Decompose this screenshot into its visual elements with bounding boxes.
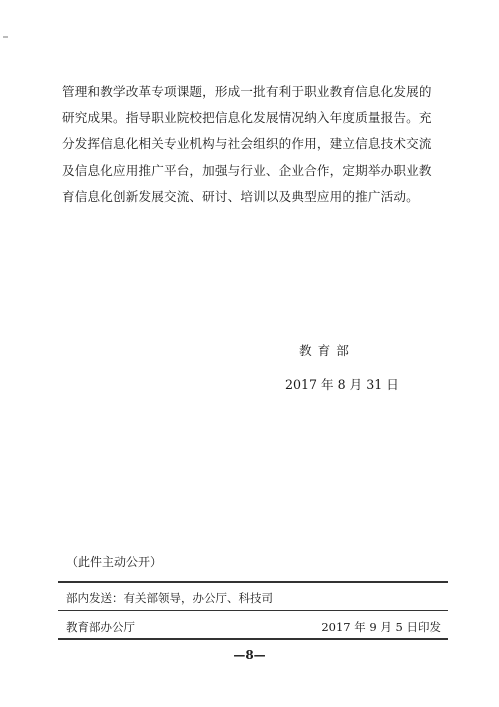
signature-block	[285, 340, 399, 393]
issuing-organization: 教育部	[299, 343, 355, 358]
body-line: 分发挥信息化相关专业机构与社会组织的作用，建立信息技术交流	[62, 136, 432, 152]
footer-middle-rule	[58, 610, 448, 611]
signature-date: 2017 年 8 月 31 日	[285, 377, 399, 392]
body-line: 及信息化应用推广平台，加强与行业、企业合作，定期举办职业教	[62, 162, 432, 178]
body-paragraph	[62, 79, 442, 210]
body-line: 育信息化创新发展交流、研讨、培训以及典型应用的推广活动。	[62, 188, 419, 204]
page-number: —8—	[233, 648, 266, 662]
issuing-office: 教育部办公厅	[66, 620, 135, 634]
footer-top-rule	[58, 581, 448, 583]
print-date: 2017 年 9 月 5 日印发	[321, 620, 441, 634]
public-disclosure-note: （此件主动公开）	[66, 555, 163, 569]
footer-bottom-rule	[58, 638, 448, 640]
body-line: 研究成果。指导职业院校把信息化发展情况纳入年度质量报告。充	[62, 110, 432, 126]
body-line: 管理和教学改革专项课题，形成一批有利于职业教育信息化发展的	[62, 84, 432, 99]
scan-mark	[3, 36, 8, 38]
distribution-list: 部内发送：有关部领导，办公厅、科技司	[66, 591, 273, 605]
